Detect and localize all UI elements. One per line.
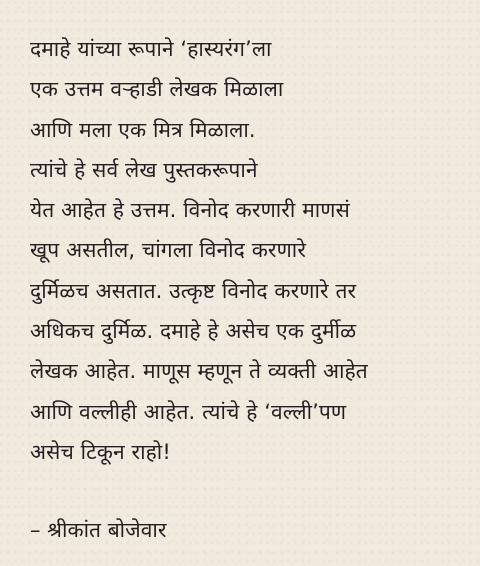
- text-line-10: आणि वल्लीही आहेत. त्यांचे हे ‘वल्ली’पण: [30, 399, 347, 424]
- text-line-2: एक उत्तम वऱ्हाडी लेखक मिळाला: [30, 77, 284, 102]
- text-line-7: दुर्मिळच असतात. उत्कृष्ट विनोद करणारे तर: [30, 278, 357, 303]
- text-line-3: आणि मला एक मित्र मिळाला.: [30, 117, 256, 142]
- text-line-1: दमाहे यांच्या रूपाने ‘हास्यरंग’ला: [30, 37, 272, 61]
- text-line-5: येत आहेत हे उत्तम. विनोद करणारी माणसं: [30, 198, 350, 223]
- quote-paragraph: [30, 29, 470, 472]
- text-line-4: त्यांचे हे सर्व लेख पुस्तकरूपाने: [30, 157, 258, 182]
- text-line-11: असेच टिकून राहो!: [30, 439, 171, 464]
- text-line-6: खूप असतील, चांगला विनोद करणारे: [30, 238, 307, 263]
- text-line-9: लेखक आहेत. माणूस म्हणून ते व्यक्ती आहेत: [30, 359, 368, 384]
- author-signature: – श्रीकांत बोजेवार: [30, 518, 167, 542]
- text-line-8: अधिकच दुर्मिळ. दमाहे हे असेच एक दुर्मीळ: [30, 319, 357, 344]
